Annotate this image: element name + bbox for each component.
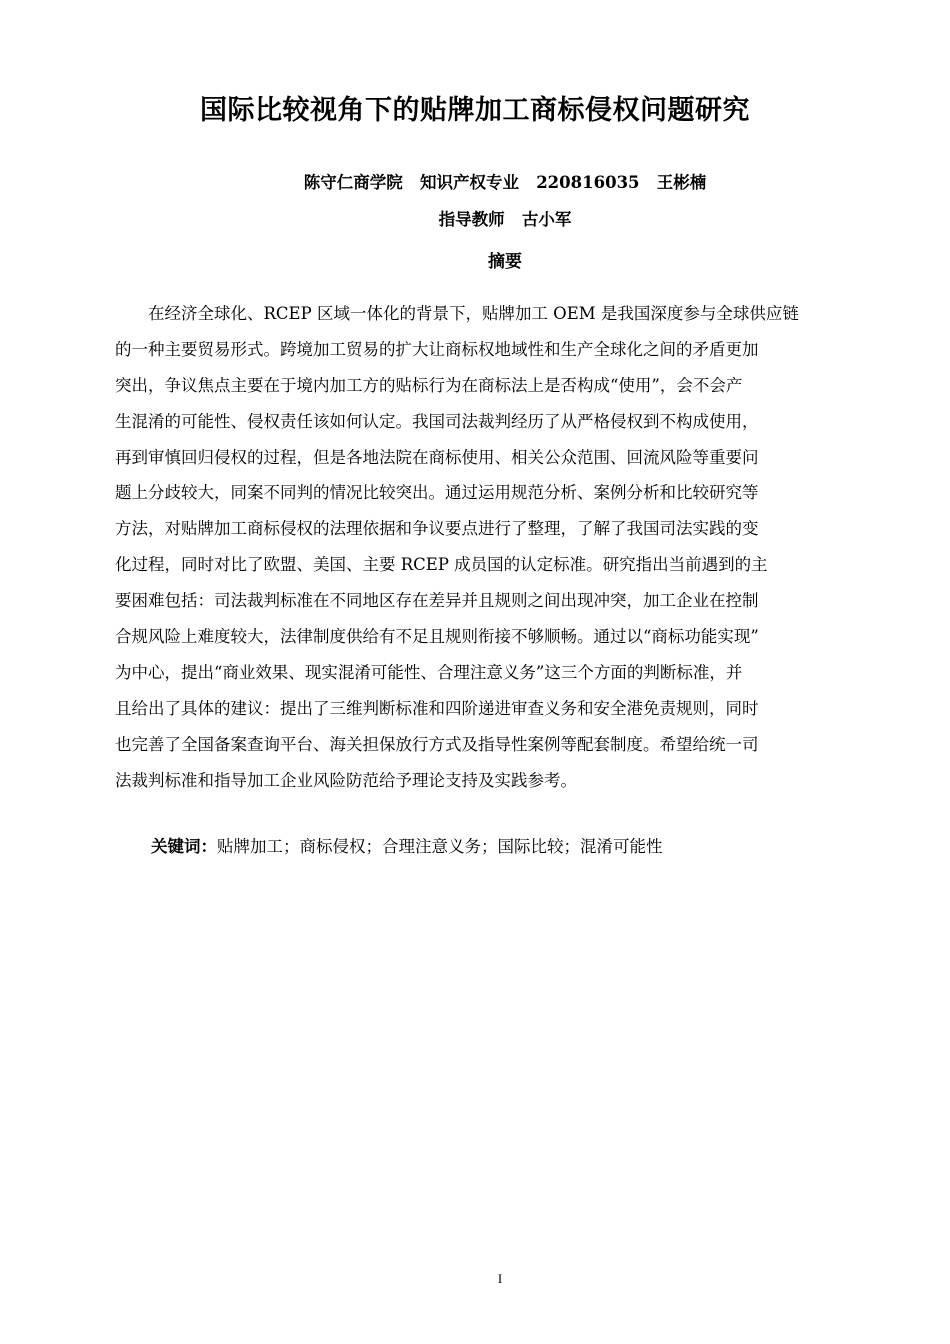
keywords-text: 贴牌加工；商标侵权；合理注意义务；国际比较；混淆可能性 — [217, 837, 663, 856]
keywords — [151, 832, 875, 862]
abstract-line: 且给出了具体的建议：提出了三维判断标准和四阶递进审查义务和安全港免责规则，同时 — [115, 698, 759, 718]
abstract-line: 化过程，同时对比了欧盟、美国、主要 RCEP 成员国的认定标准。研究指出当前遇到的主 — [115, 555, 768, 575]
abstract-line: 再到审慎回归侵权的过程，但是各地法院在商标使用、相关公众范围、回流风险等重要问 — [115, 447, 759, 467]
abstract-line: 题上分歧较大，同案不同判的情况比较突出。通过运用规范分析、案例分析和比较研究等 — [115, 483, 759, 503]
abstract-line: 突出，争议焦点主要在于境内加工方的贴标行为在商标法上是否构成“使用”，会不会产 — [115, 375, 743, 395]
abstract-line: 为中心，提出“商业效果、现实混淆可能性、合理注意义务”这三个方面的判断标准，并 — [115, 662, 743, 682]
abstract-heading: 摘要 — [488, 252, 522, 272]
paper-title: 国际比较视角下的贴牌加工商标侵权问题研究 — [200, 95, 750, 126]
advisor-info: 指导教师 古小军 — [438, 210, 572, 229]
abstract-line: 在经济全球化、RCEP 区域一体化的背景下，贴牌加工 OEM 是我国深度参与全球供应链 — [115, 304, 799, 323]
abstract-body — [115, 296, 875, 798]
keywords-label: 关键词： — [151, 837, 217, 856]
abstract-line: 合规风险上难度较大，法律制度供给有不足且规则衔接不够顺畅。通过以“商标功能实现” — [115, 627, 759, 647]
abstract-line: 方法，对贴牌加工商标侵权的法理依据和争议要点进行了整理，了解了我国司法实践的变 — [115, 519, 759, 539]
abstract-line: 要困难包括：司法裁判标准在不同地区存在差异并且规则之间出现冲突，加工企业在控制 — [115, 591, 759, 611]
abstract-line: 生混淆的可能性、侵权责任该如何认定。我国司法裁判经历了从严格侵权到不构成使用， — [115, 411, 759, 431]
author-info: 陈守仁商学院 知识产权专业 220816035 王彬楠 — [303, 173, 707, 192]
abstract-line: 的一种主要贸易形式。跨境加工贸易的扩大让商标权地域性和生产全球化之间的矛盾更加 — [115, 339, 759, 359]
page-number: I — [497, 1271, 503, 1286]
abstract-line: 也完善了全国备案查询平台、海关担保放行方式及指导性案例等配套制度。希望给统一司 — [115, 734, 759, 754]
abstract-line: 法裁判标准和指导加工企业风险防范给予理论支持及实践参考。 — [115, 770, 577, 790]
